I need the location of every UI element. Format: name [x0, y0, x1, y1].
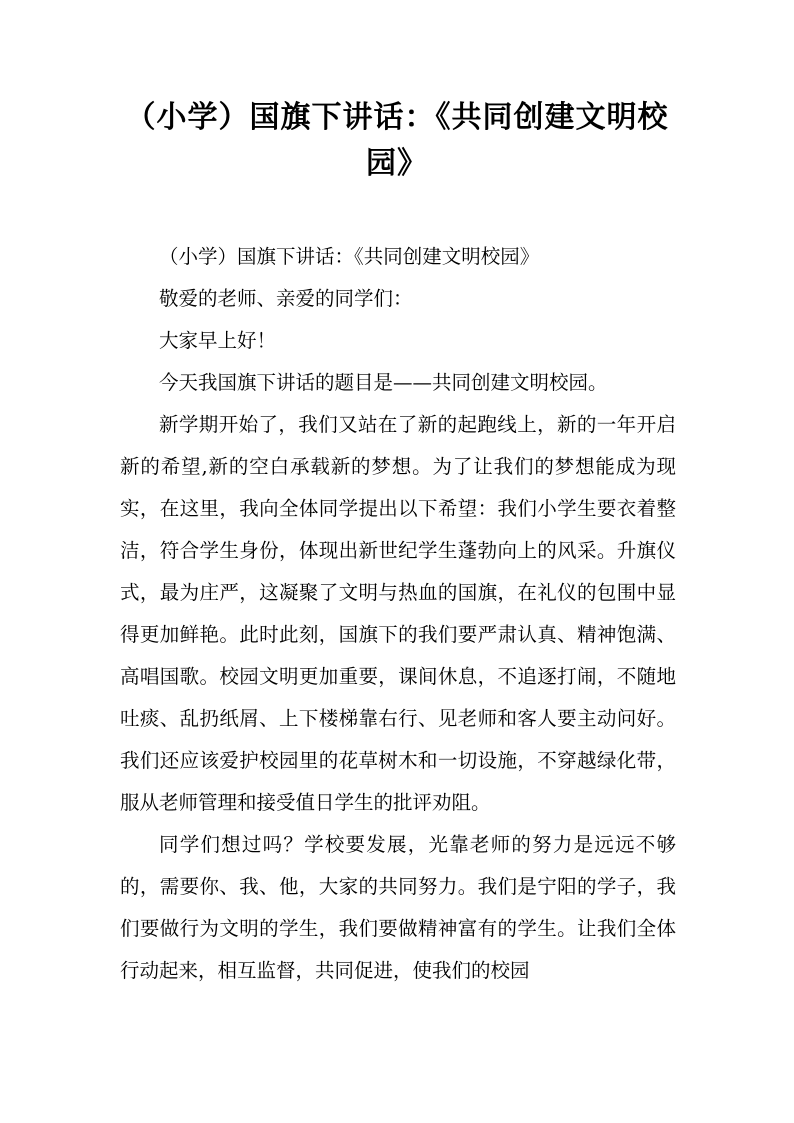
document-title: （小学）国旗下讲话：《共同创建文明校园》: [125, 100, 669, 181]
paragraph-body: 同学们想过吗？学校要发展，光靠老师的努力是远远不够的，需要你、我、他，大家的共同努力。我们是宁阳的学子，我们要做行为文明的学生，我们要做精神富有的学生。让我们全体行动起来，相互监督，共同促进，使我们的校园: [120, 833, 676, 982]
paragraph-subtitle: （小学）国旗下讲话：《共同创建文明校园》: [159, 245, 540, 268]
paragraph-topic: 今天我国旗下讲话的题目是——共同创建文明校园。: [159, 371, 608, 394]
paragraph-body: 新学期开始了，我们又站在了新的起跑线上，新的一年开启新的希望,新的空白承载新的梦想。为了让我们的梦想能成为现实，在这里，我向全体同学提出以下希望：我们小学生要衣着整洁，符合学生身份，体现出新世纪学生蓬勃向上的风采。升旗仪式，最为庄严，这凝聚了文明与热血的国旗，在礼仪的包围中显得更加鲜艳。此时此刻，国旗下的我们要严肃认真、精神饱满、高唱国歌。校园文明更加重要，课间休息，不追逐打闹，不随地吐痰、乱扔纸屑、上下楼梯靠右行、见老师和客人要主动问好。我们还应该爱护校园里的花草树木和一切设施，不穿越绿化带，服从老师管理和接受值日学生的批评劝阻。: [120, 413, 676, 814]
paragraph-salutation: 敬爱的老师、亲爱的同学们：: [159, 287, 413, 310]
paragraph-greeting: 大家早上好！: [159, 329, 277, 352]
document-body: [120, 236, 676, 992]
